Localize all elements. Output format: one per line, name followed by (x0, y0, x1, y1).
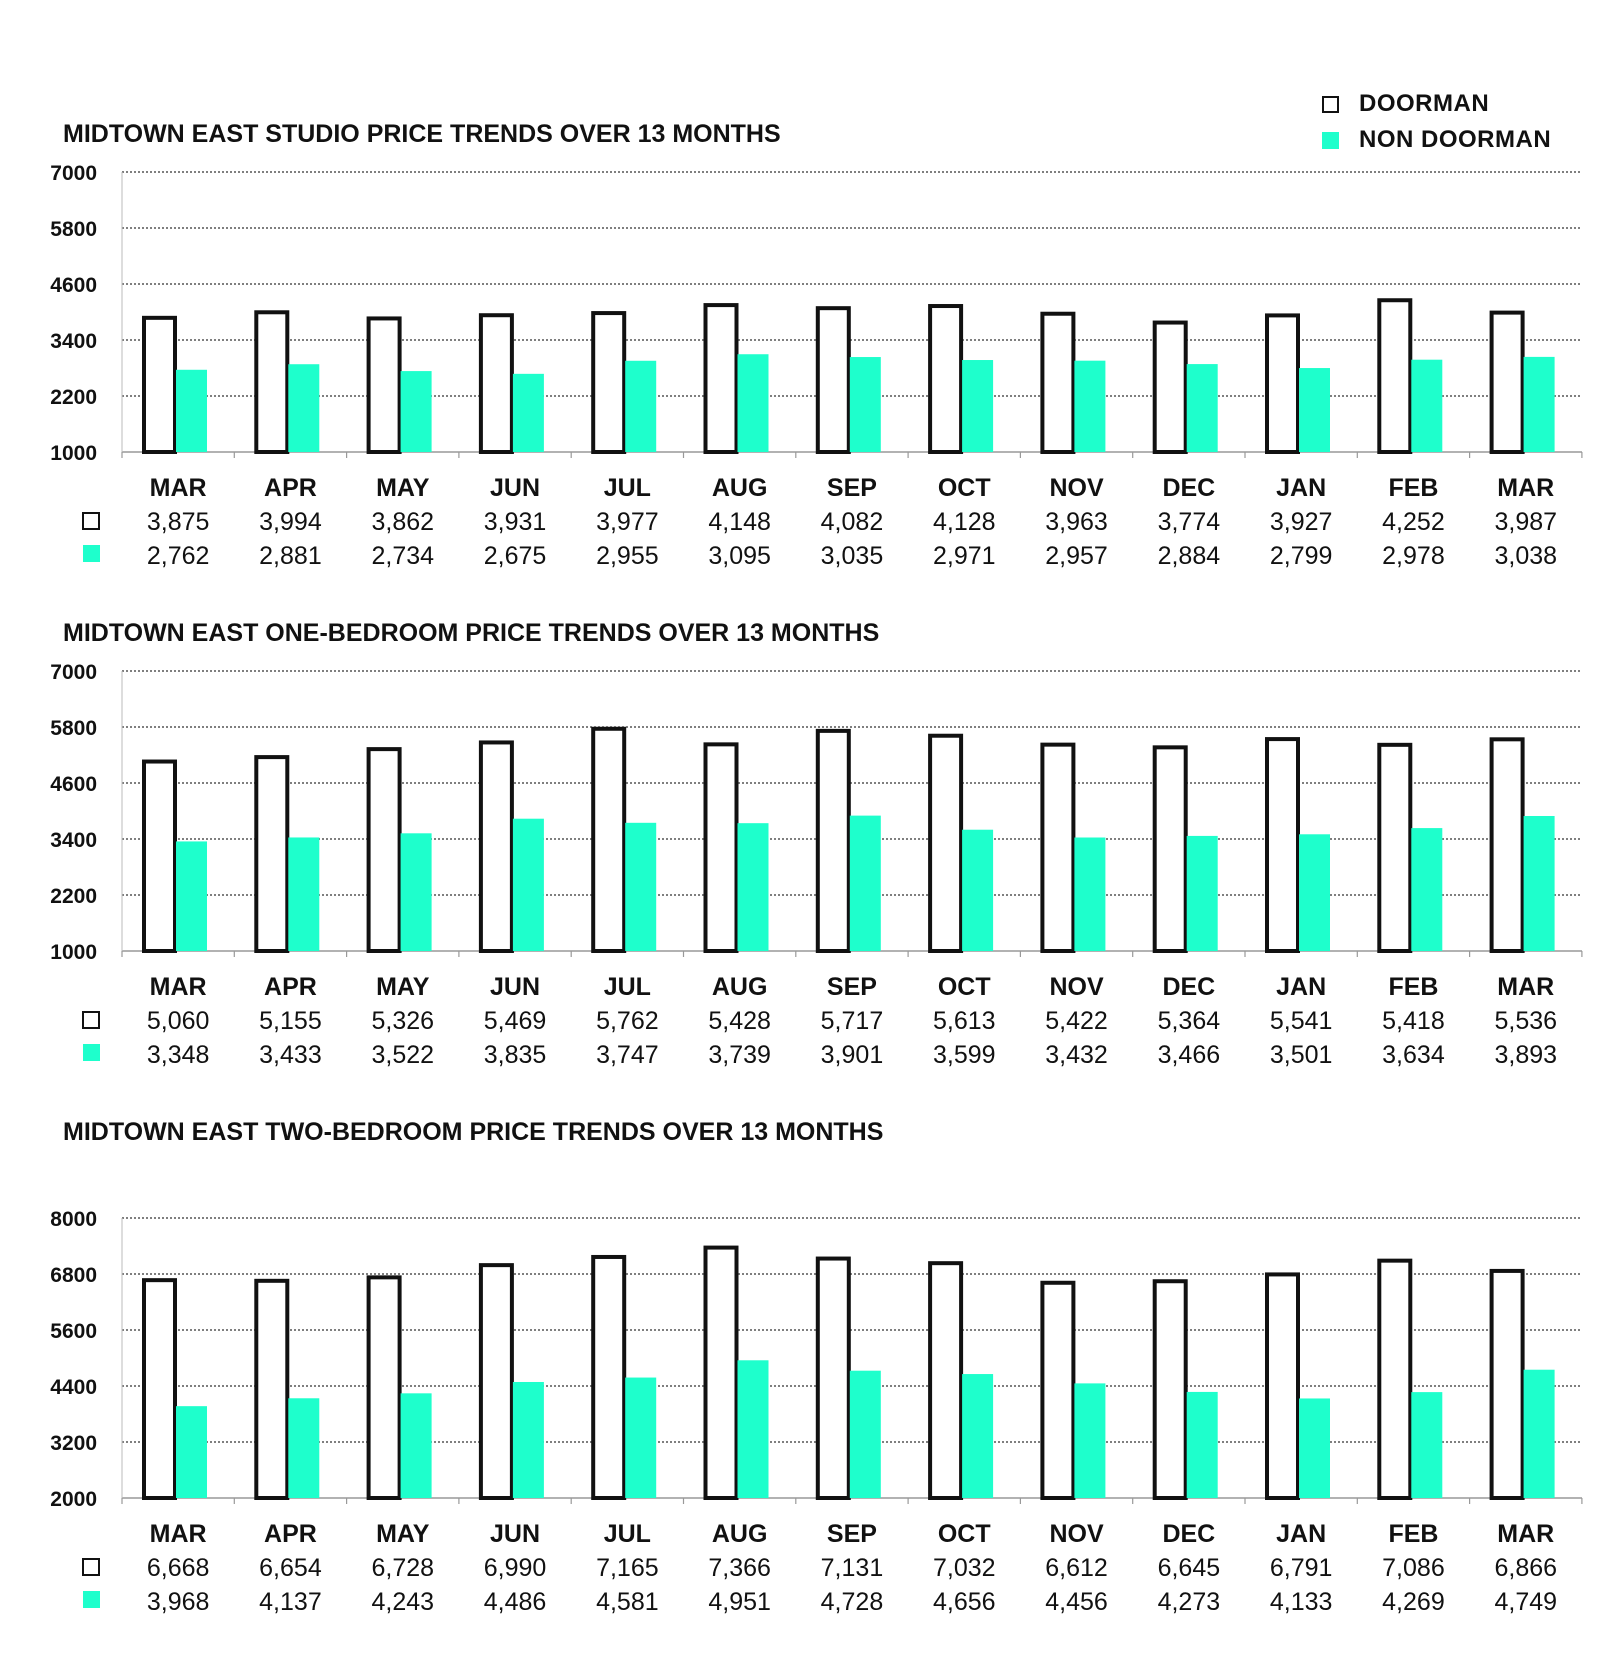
two-bedroom-y-tick-label: 4400 (50, 1376, 97, 1399)
one-bedroom-bar-doorman (144, 762, 175, 951)
two-bedroom-non-doorman-value-label: 4,656 (932, 1588, 996, 1616)
one-bedroom-x-category-label: FEB (1388, 973, 1439, 1001)
studio-y-tick-label: 1000 (50, 442, 97, 465)
one-bedroom-doorman-value-label: 5,541 (1269, 1007, 1333, 1035)
studio-doorman-value-label: 4,252 (1382, 508, 1445, 536)
studio-bar-non-doorman (1187, 364, 1218, 452)
two-bedroom-x-category-label: JUN (490, 1520, 541, 1548)
studio-doorman-value-label: 3,875 (146, 508, 210, 536)
one-bedroom-non-doorman-value-label: 3,835 (483, 1041, 547, 1069)
two-bedroom-y-tick-label: 8000 (50, 1208, 97, 1231)
two-bedroom-bar-non-doorman (962, 1374, 993, 1498)
two-bedroom-bar-non-doorman (513, 1382, 544, 1498)
two-bedroom-y-tick-label: 6800 (50, 1264, 97, 1287)
two-bedroom-non-doorman-value-label: 4,137 (259, 1588, 322, 1616)
one-bedroom-y-tick-label: 5800 (50, 717, 97, 740)
one-bedroom-x-category-label: JUL (603, 973, 651, 1001)
studio-bar-doorman (1042, 314, 1073, 452)
studio-non-doorman-value-label: 2,881 (259, 542, 322, 570)
one-bedroom-doorman-value-label: 5,326 (371, 1007, 435, 1035)
studio-non-doorman-value-label: 2,799 (1269, 542, 1333, 570)
studio-doorman-value-label: 3,994 (259, 508, 322, 536)
two-bedroom-bar-doorman (144, 1280, 175, 1498)
two-bedroom-bar-non-doorman (1187, 1392, 1218, 1498)
studio-bar-doorman (818, 308, 849, 452)
studio-x-category-label: NOV (1049, 474, 1104, 502)
one-bedroom-x-category-label: MAR (1497, 973, 1555, 1001)
one-bedroom-bar-doorman (818, 731, 849, 951)
studio-bar-doorman (1155, 323, 1186, 452)
two-bedroom-x-category-label: AUG (711, 1520, 768, 1548)
one-bedroom-x-category-label: JUN (490, 973, 541, 1001)
one-bedroom-non-doorman-value-label: 3,599 (932, 1041, 996, 1069)
studio-doorman-value-label: 4,082 (820, 508, 884, 536)
one-bedroom-doorman-value-label: 5,418 (1382, 1007, 1445, 1035)
studio-x-category-label: DEC (1162, 474, 1216, 502)
two-bedroom-bar-doorman (593, 1257, 624, 1498)
studio-doorman-value-label: 4,128 (932, 508, 996, 536)
two-bedroom-x-category-label: APR (264, 1520, 317, 1548)
studio-y-tick-label: 3400 (50, 330, 97, 353)
studio-bar-non-doorman (288, 364, 319, 452)
studio-non-doorman-value-label: 2,734 (371, 542, 435, 570)
two-bedroom-bar-doorman (1267, 1274, 1298, 1498)
studio-chart-title: MIDTOWN EAST STUDIO PRICE TRENDS OVER 13 MONTHS (63, 120, 781, 148)
studio-non-doorman-value-label: 3,095 (708, 542, 771, 570)
two-bedroom-y-tick-label: 5600 (50, 1320, 97, 1343)
studio-x-category-label: AUG (711, 474, 768, 502)
studio-doorman-value-label: 3,987 (1494, 508, 1558, 536)
two-bedroom-bar-doorman (930, 1263, 961, 1498)
two-bedroom-doorman-value-label: 6,645 (1157, 1554, 1221, 1582)
two-bedroom-non-doorman-row-icon (83, 1591, 100, 1608)
two-bedroom-x-category-label: MAY (376, 1520, 430, 1548)
non-doorman-swatch-icon (1322, 132, 1339, 149)
legend-item-non-doorman (1322, 122, 1551, 158)
studio-bar-non-doorman (1524, 357, 1555, 452)
studio-doorman-row-icon (83, 513, 99, 529)
two-bedroom-bar-chart (0, 1208, 1600, 1628)
studio-y-tick-label: 7000 (50, 162, 97, 185)
studio-non-doorman-value-label: 2,762 (146, 542, 210, 570)
one-bedroom-non-doorman-value-label: 3,739 (708, 1041, 771, 1069)
studio-bar-chart (0, 162, 1600, 582)
one-bedroom-non-doorman-value-label: 3,466 (1157, 1041, 1221, 1069)
one-bedroom-bar-non-doorman (1411, 828, 1442, 951)
legend-item-doorman (1322, 86, 1551, 122)
studio-non-doorman-value-label: 2,957 (1045, 542, 1108, 570)
studio-bar-doorman (1267, 315, 1298, 452)
studio-bar-non-doorman (1299, 368, 1330, 452)
one-bedroom-doorman-value-label: 5,536 (1494, 1007, 1558, 1035)
two-bedroom-x-category-label: NOV (1049, 1520, 1104, 1548)
one-bedroom-x-category-label: JAN (1276, 973, 1327, 1001)
one-bedroom-non-doorman-value-label: 3,433 (259, 1041, 322, 1069)
two-bedroom-bar-non-doorman (401, 1393, 432, 1498)
one-bedroom-bar-non-doorman (513, 819, 544, 951)
two-bedroom-doorman-value-label: 6,612 (1045, 1554, 1108, 1582)
one-bedroom-y-tick-label: 2200 (50, 885, 97, 908)
one-bedroom-non-doorman-value-label: 3,432 (1045, 1041, 1108, 1069)
one-bedroom-x-category-label: MAY (376, 973, 430, 1001)
studio-bar-doorman (144, 318, 175, 452)
studio-bar-doorman (593, 313, 624, 452)
two-bedroom-non-doorman-value-label: 4,273 (1157, 1588, 1221, 1616)
two-bedroom-x-category-label: MAR (149, 1520, 207, 1548)
studio-bar-non-doorman (962, 360, 993, 452)
two-bedroom-doorman-value-label: 7,131 (820, 1554, 884, 1582)
studio-non-doorman-value-label: 2,884 (1157, 542, 1221, 570)
studio-y-tick-label: 2200 (50, 386, 97, 409)
two-bedroom-bar-doorman (369, 1277, 400, 1498)
one-bedroom-bar-non-doorman (1299, 834, 1330, 951)
two-bedroom-bar-doorman (1492, 1271, 1523, 1498)
studio-x-category-label: JUL (603, 474, 651, 502)
one-bedroom-doorman-value-label: 5,060 (146, 1007, 210, 1035)
studio-bar-doorman (369, 318, 400, 452)
two-bedroom-bar-non-doorman (176, 1406, 207, 1498)
two-bedroom-doorman-value-label: 7,086 (1382, 1554, 1445, 1582)
one-bedroom-chart-title: MIDTOWN EAST ONE-BEDROOM PRICE TRENDS OVER 13 MONTHS (63, 619, 880, 647)
two-bedroom-bar-doorman (1155, 1281, 1186, 1498)
two-bedroom-y-tick-label: 2000 (50, 1488, 97, 1511)
studio-x-category-label: FEB (1388, 474, 1439, 502)
one-bedroom-bar-doorman (256, 757, 287, 951)
two-bedroom-non-doorman-value-label: 4,243 (371, 1588, 435, 1616)
two-bedroom-doorman-value-label: 6,668 (146, 1554, 210, 1582)
one-bedroom-doorman-value-label: 5,155 (259, 1007, 322, 1035)
one-bedroom-non-doorman-value-label: 3,747 (596, 1041, 659, 1069)
one-bedroom-bar-doorman (1379, 745, 1410, 951)
studio-doorman-value-label: 4,148 (708, 508, 771, 536)
one-bedroom-non-doorman-value-label: 3,893 (1494, 1041, 1558, 1069)
studio-non-doorman-value-label: 3,035 (820, 542, 884, 570)
studio-bar-non-doorman (850, 357, 881, 452)
one-bedroom-doorman-value-label: 5,428 (708, 1007, 771, 1035)
one-bedroom-y-tick-label: 7000 (50, 661, 97, 684)
two-bedroom-x-category-label: JUL (603, 1520, 651, 1548)
one-bedroom-bar-doorman (593, 729, 624, 951)
one-bedroom-doorman-value-label: 5,613 (932, 1007, 996, 1035)
studio-bar-non-doorman (1074, 361, 1105, 452)
studio-doorman-value-label: 3,927 (1269, 508, 1333, 536)
one-bedroom-doorman-value-label: 5,364 (1157, 1007, 1221, 1035)
two-bedroom-non-doorman-value-label: 4,133 (1269, 1588, 1333, 1616)
two-bedroom-x-category-label: MAR (1497, 1520, 1555, 1548)
one-bedroom-doorman-value-label: 5,762 (596, 1007, 659, 1035)
one-bedroom-non-doorman-value-label: 3,634 (1382, 1041, 1445, 1069)
studio-bar-doorman (481, 315, 512, 452)
studio-doorman-value-label: 3,931 (483, 508, 547, 536)
studio-non-doorman-value-label: 3,038 (1494, 542, 1558, 570)
one-bedroom-bar-doorman (369, 749, 400, 951)
two-bedroom-x-category-label: DEC (1162, 1520, 1216, 1548)
two-bedroom-bar-doorman (1379, 1261, 1410, 1498)
two-bedroom-x-category-label: FEB (1388, 1520, 1439, 1548)
one-bedroom-bar-non-doorman (288, 837, 319, 951)
two-bedroom-doorman-value-label: 6,728 (371, 1554, 435, 1582)
one-bedroom-doorman-value-label: 5,422 (1045, 1007, 1108, 1035)
two-bedroom-doorman-value-label: 7,165 (596, 1554, 659, 1582)
two-bedroom-non-doorman-value-label: 4,486 (483, 1588, 547, 1616)
one-bedroom-x-category-label: MAR (149, 973, 207, 1001)
two-bedroom-bar-non-doorman (1411, 1392, 1442, 1498)
studio-x-category-label: APR (264, 474, 317, 502)
studio-y-tick-label: 5800 (50, 218, 97, 241)
one-bedroom-doorman-value-label: 5,717 (820, 1007, 884, 1035)
two-bedroom-non-doorman-value-label: 3,968 (146, 1588, 210, 1616)
two-bedroom-doorman-value-label: 6,866 (1494, 1554, 1558, 1582)
two-bedroom-bar-doorman (481, 1265, 512, 1498)
studio-bar-doorman (1379, 300, 1410, 452)
two-bedroom-bar-non-doorman (625, 1378, 656, 1498)
two-bedroom-doorman-value-label: 6,990 (483, 1554, 547, 1582)
studio-x-category-label: JAN (1276, 474, 1327, 502)
one-bedroom-bar-non-doorman (738, 823, 769, 951)
one-bedroom-bar-non-doorman (1524, 816, 1555, 951)
two-bedroom-bar-non-doorman (1524, 1370, 1555, 1498)
one-bedroom-x-category-label: SEP (826, 973, 877, 1001)
two-bedroom-x-category-label: JAN (1276, 1520, 1327, 1548)
two-bedroom-bar-doorman (1042, 1283, 1073, 1498)
studio-x-category-label: MAR (149, 474, 207, 502)
one-bedroom-bar-non-doorman (401, 833, 432, 951)
studio-non-doorman-value-label: 2,955 (596, 542, 659, 570)
studio-doorman-value-label: 3,963 (1045, 508, 1108, 536)
two-bedroom-bar-doorman (256, 1281, 287, 1498)
one-bedroom-bar-non-doorman (625, 823, 656, 951)
two-bedroom-non-doorman-value-label: 4,951 (708, 1588, 771, 1616)
two-bedroom-bar-non-doorman (1299, 1398, 1330, 1498)
studio-x-category-label: OCT (937, 474, 991, 502)
one-bedroom-bar-doorman (930, 736, 961, 951)
one-bedroom-non-doorman-value-label: 3,901 (820, 1041, 884, 1069)
studio-bar-doorman (930, 306, 961, 452)
two-bedroom-bar-non-doorman (850, 1371, 881, 1498)
one-bedroom-x-category-label: DEC (1162, 973, 1216, 1001)
studio-y-tick-label: 4600 (50, 274, 97, 297)
one-bedroom-x-category-label: AUG (711, 973, 768, 1001)
two-bedroom-chart-title: MIDTOWN EAST TWO-BEDROOM PRICE TRENDS OVER 13 MONTHS (63, 1118, 884, 1146)
one-bedroom-y-tick-label: 3400 (50, 829, 97, 852)
two-bedroom-bar-doorman (706, 1248, 737, 1498)
one-bedroom-bar-non-doorman (176, 841, 207, 951)
studio-doorman-value-label: 3,774 (1157, 508, 1221, 536)
two-bedroom-doorman-row-icon (83, 1559, 99, 1575)
one-bedroom-non-doorman-row-icon (83, 1044, 100, 1061)
two-bedroom-non-doorman-value-label: 4,269 (1382, 1588, 1445, 1616)
one-bedroom-non-doorman-value-label: 3,501 (1269, 1041, 1333, 1069)
studio-non-doorman-row-icon (83, 545, 100, 562)
one-bedroom-bar-doorman (1267, 739, 1298, 951)
two-bedroom-doorman-value-label: 7,032 (932, 1554, 996, 1582)
studio-non-doorman-value-label: 2,978 (1382, 542, 1445, 570)
studio-bar-non-doorman (1411, 360, 1442, 452)
two-bedroom-y-tick-label: 3200 (50, 1432, 97, 1455)
studio-x-category-label: MAR (1497, 474, 1555, 502)
studio-bar-doorman (256, 312, 287, 452)
one-bedroom-bar-non-doorman (962, 830, 993, 951)
two-bedroom-bar-non-doorman (738, 1360, 769, 1498)
two-bedroom-non-doorman-value-label: 4,581 (596, 1588, 659, 1616)
one-bedroom-x-category-label: OCT (937, 973, 991, 1001)
one-bedroom-bar-non-doorman (1187, 836, 1218, 951)
studio-x-category-label: JUN (490, 474, 541, 502)
one-bedroom-y-tick-label: 4600 (50, 773, 97, 796)
studio-doorman-value-label: 3,862 (371, 508, 435, 536)
two-bedroom-doorman-value-label: 7,366 (708, 1554, 771, 1582)
two-bedroom-bar-non-doorman (288, 1398, 319, 1498)
studio-doorman-value-label: 3,977 (596, 508, 659, 536)
studio-bar-non-doorman (513, 374, 544, 452)
one-bedroom-bar-doorman (481, 742, 512, 951)
two-bedroom-doorman-value-label: 6,654 (259, 1554, 322, 1582)
two-bedroom-x-category-label: OCT (937, 1520, 991, 1548)
two-bedroom-non-doorman-value-label: 4,749 (1494, 1588, 1558, 1616)
two-bedroom-bar-non-doorman (1074, 1383, 1105, 1498)
two-bedroom-non-doorman-value-label: 4,728 (820, 1588, 884, 1616)
one-bedroom-x-category-label: APR (264, 973, 317, 1001)
one-bedroom-bar-non-doorman (850, 816, 881, 951)
one-bedroom-bar-doorman (1042, 745, 1073, 951)
studio-non-doorman-value-label: 2,675 (483, 542, 547, 570)
legend-label-non-doorman: NON DOORMAN (1359, 126, 1552, 153)
one-bedroom-non-doorman-value-label: 3,522 (371, 1041, 435, 1069)
one-bedroom-bar-doorman (1155, 747, 1186, 951)
one-bedroom-x-category-label: NOV (1049, 973, 1104, 1001)
legend (1322, 86, 1551, 158)
studio-non-doorman-value-label: 2,971 (932, 542, 996, 570)
studio-bar-non-doorman (738, 354, 769, 452)
studio-bar-doorman (1492, 313, 1523, 452)
one-bedroom-bar-doorman (706, 744, 737, 951)
one-bedroom-y-tick-label: 1000 (50, 941, 97, 964)
studio-bar-non-doorman (625, 361, 656, 452)
two-bedroom-non-doorman-value-label: 4,456 (1045, 1588, 1108, 1616)
one-bedroom-bar-non-doorman (1074, 838, 1105, 951)
legend-label-doorman: DOORMAN (1359, 90, 1490, 117)
one-bedroom-bar-chart (0, 661, 1600, 1081)
one-bedroom-non-doorman-value-label: 3,348 (146, 1041, 210, 1069)
studio-x-category-label: MAY (376, 474, 430, 502)
studio-bar-doorman (706, 305, 737, 452)
studio-x-category-label: SEP (826, 474, 877, 502)
one-bedroom-doorman-row-icon (83, 1012, 99, 1028)
one-bedroom-bar-doorman (1492, 739, 1523, 951)
one-bedroom-doorman-value-label: 5,469 (483, 1007, 547, 1035)
studio-bar-non-doorman (401, 371, 432, 452)
doorman-swatch-icon (1322, 96, 1339, 113)
two-bedroom-bar-doorman (818, 1259, 849, 1498)
two-bedroom-x-category-label: SEP (826, 1520, 877, 1548)
two-bedroom-doorman-value-label: 6,791 (1269, 1554, 1333, 1582)
studio-bar-non-doorman (176, 370, 207, 452)
